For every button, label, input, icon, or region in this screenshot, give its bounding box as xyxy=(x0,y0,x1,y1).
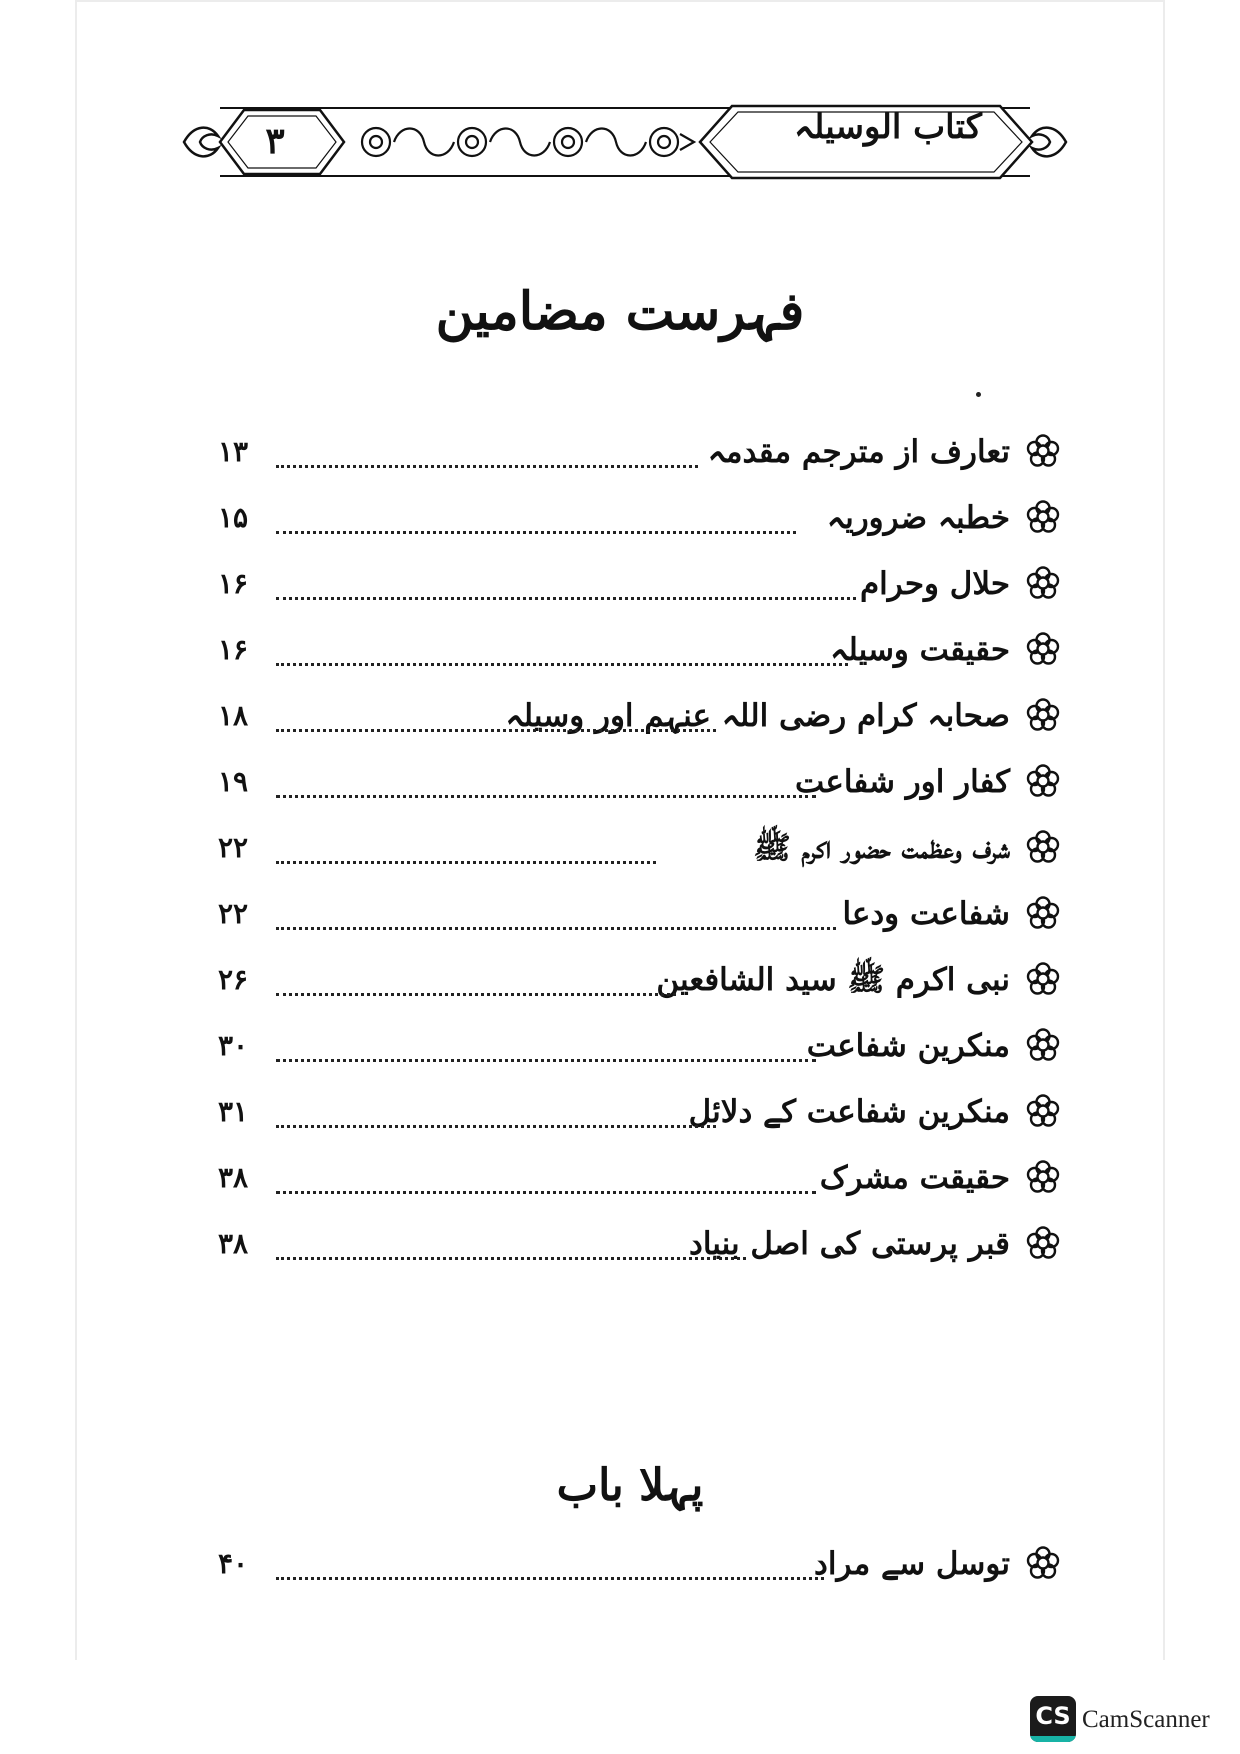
toc-entry-title: شفاعت ودعا xyxy=(842,896,1010,932)
flower-icon xyxy=(1026,1226,1060,1260)
flower-icon xyxy=(1026,962,1060,996)
toc-entry-page: ۴۰ xyxy=(217,1547,249,1580)
flower-icon xyxy=(1026,764,1060,798)
toc-entry-title: توسل سے مراد xyxy=(814,1546,1010,1582)
toc-entry xyxy=(200,1084,1060,1140)
toc-entry-page: ۱۸ xyxy=(217,699,249,732)
toc-entry-page: ۳۸ xyxy=(217,1161,249,1194)
camscanner-logo-text: CS xyxy=(1035,1702,1071,1730)
toc-entry-page: ۱۳ xyxy=(217,435,249,468)
dot-leader xyxy=(276,597,856,600)
book-title: کتاب الوسیلہ xyxy=(794,107,982,147)
flower-icon xyxy=(1026,698,1060,732)
scan-edge-left xyxy=(75,0,77,1660)
toc-entry xyxy=(200,490,1060,546)
toc-entry-page: ۱۵ xyxy=(217,501,249,534)
flower-icon xyxy=(1026,1028,1060,1062)
dot-leader xyxy=(276,1125,716,1128)
flower-icon xyxy=(1026,1094,1060,1128)
toc-entry xyxy=(200,556,1060,612)
scan-edge-top xyxy=(75,0,1165,2)
dot-leader xyxy=(276,993,676,996)
toc-entry-title: منکرین شفاعت کے دلائل xyxy=(688,1094,1010,1130)
dot-leader xyxy=(276,1257,746,1260)
toc-entry-title: تعارف از مترجم مقدمہ xyxy=(707,434,1010,470)
toc-entry xyxy=(200,754,1060,810)
toc-entry-title: حلال وحرام xyxy=(859,566,1010,602)
toc-entry xyxy=(200,886,1060,942)
stray-dot xyxy=(976,392,981,397)
toc-entry-page: ۱۹ xyxy=(217,765,249,798)
dot-leader xyxy=(276,729,716,732)
camscanner-logo xyxy=(1030,1696,1076,1742)
flower-icon xyxy=(1026,1546,1060,1580)
flower-icon xyxy=(1026,434,1060,468)
toc-entry-page: ۲۲ xyxy=(217,831,249,864)
dot-leader xyxy=(276,465,698,468)
toc-entry-page: ۲۲ xyxy=(217,897,249,930)
toc-entry-title: منکرین شفاعت xyxy=(806,1028,1010,1064)
toc-entry xyxy=(200,952,1060,1008)
camscanner-brand: CamScanner xyxy=(1082,1706,1210,1733)
toc-entry-title: نبی اکرم ﷺ سید الشافعین xyxy=(656,962,1010,998)
flower-icon xyxy=(1026,1160,1060,1194)
flower-icon xyxy=(1026,896,1060,930)
scan-edge-right xyxy=(1163,0,1165,1660)
flower-icon xyxy=(1026,632,1060,666)
dot-leader xyxy=(276,1059,816,1062)
flower-icon xyxy=(1026,830,1060,864)
toc-entry-page: ۳۰ xyxy=(217,1029,249,1062)
dot-leader xyxy=(276,531,796,534)
toc-entry-title: قبر پرستی کی اصل بنیاد xyxy=(689,1226,1010,1262)
toc-entry xyxy=(200,820,1060,876)
toc-entry xyxy=(200,1018,1060,1074)
dot-leader xyxy=(276,1191,816,1194)
camscanner-logo-accent xyxy=(1030,1736,1076,1742)
toc-entry-title: خطبہ ضروریہ xyxy=(826,500,1010,536)
flower-icon xyxy=(1026,566,1060,600)
dot-leader xyxy=(276,861,656,864)
toc-entry xyxy=(200,1536,1060,1592)
flower-icon xyxy=(1026,500,1060,534)
chapter-heading: پہلا باب xyxy=(556,1460,704,1511)
toc-entry xyxy=(200,424,1060,480)
toc-entry xyxy=(200,622,1060,678)
toc-entry-title: شرف وعظمت حضور اکرم ﷺ xyxy=(753,830,1010,866)
toc-entry xyxy=(200,1150,1060,1206)
toc-entry-title: کفار اور شفاعت xyxy=(794,764,1010,800)
toc-entry-page: ۱۶ xyxy=(217,633,249,666)
toc-entry-title: حقیقت وسیلہ xyxy=(830,632,1010,668)
toc-entry xyxy=(200,688,1060,744)
toc-entry-page: ۱۶ xyxy=(217,567,249,600)
toc-heading: فہرست مضامین xyxy=(435,281,805,342)
toc-entry-page: ۲۶ xyxy=(217,963,249,996)
toc-entry-title: حقیقت مشرک xyxy=(819,1160,1010,1196)
toc-entry-title: صحابہ کرام رضی اللہ عنہم اور وسیلہ xyxy=(505,698,1010,734)
dot-leader xyxy=(276,795,816,798)
dot-leader xyxy=(276,927,836,930)
dot-leader xyxy=(276,1577,824,1580)
toc-entry-page: ۳۸ xyxy=(217,1227,249,1260)
toc-entry-page: ۳۱ xyxy=(217,1095,249,1128)
dot-leader xyxy=(276,663,848,666)
toc-entry xyxy=(200,1216,1060,1272)
page-number: ۳ xyxy=(265,120,285,162)
